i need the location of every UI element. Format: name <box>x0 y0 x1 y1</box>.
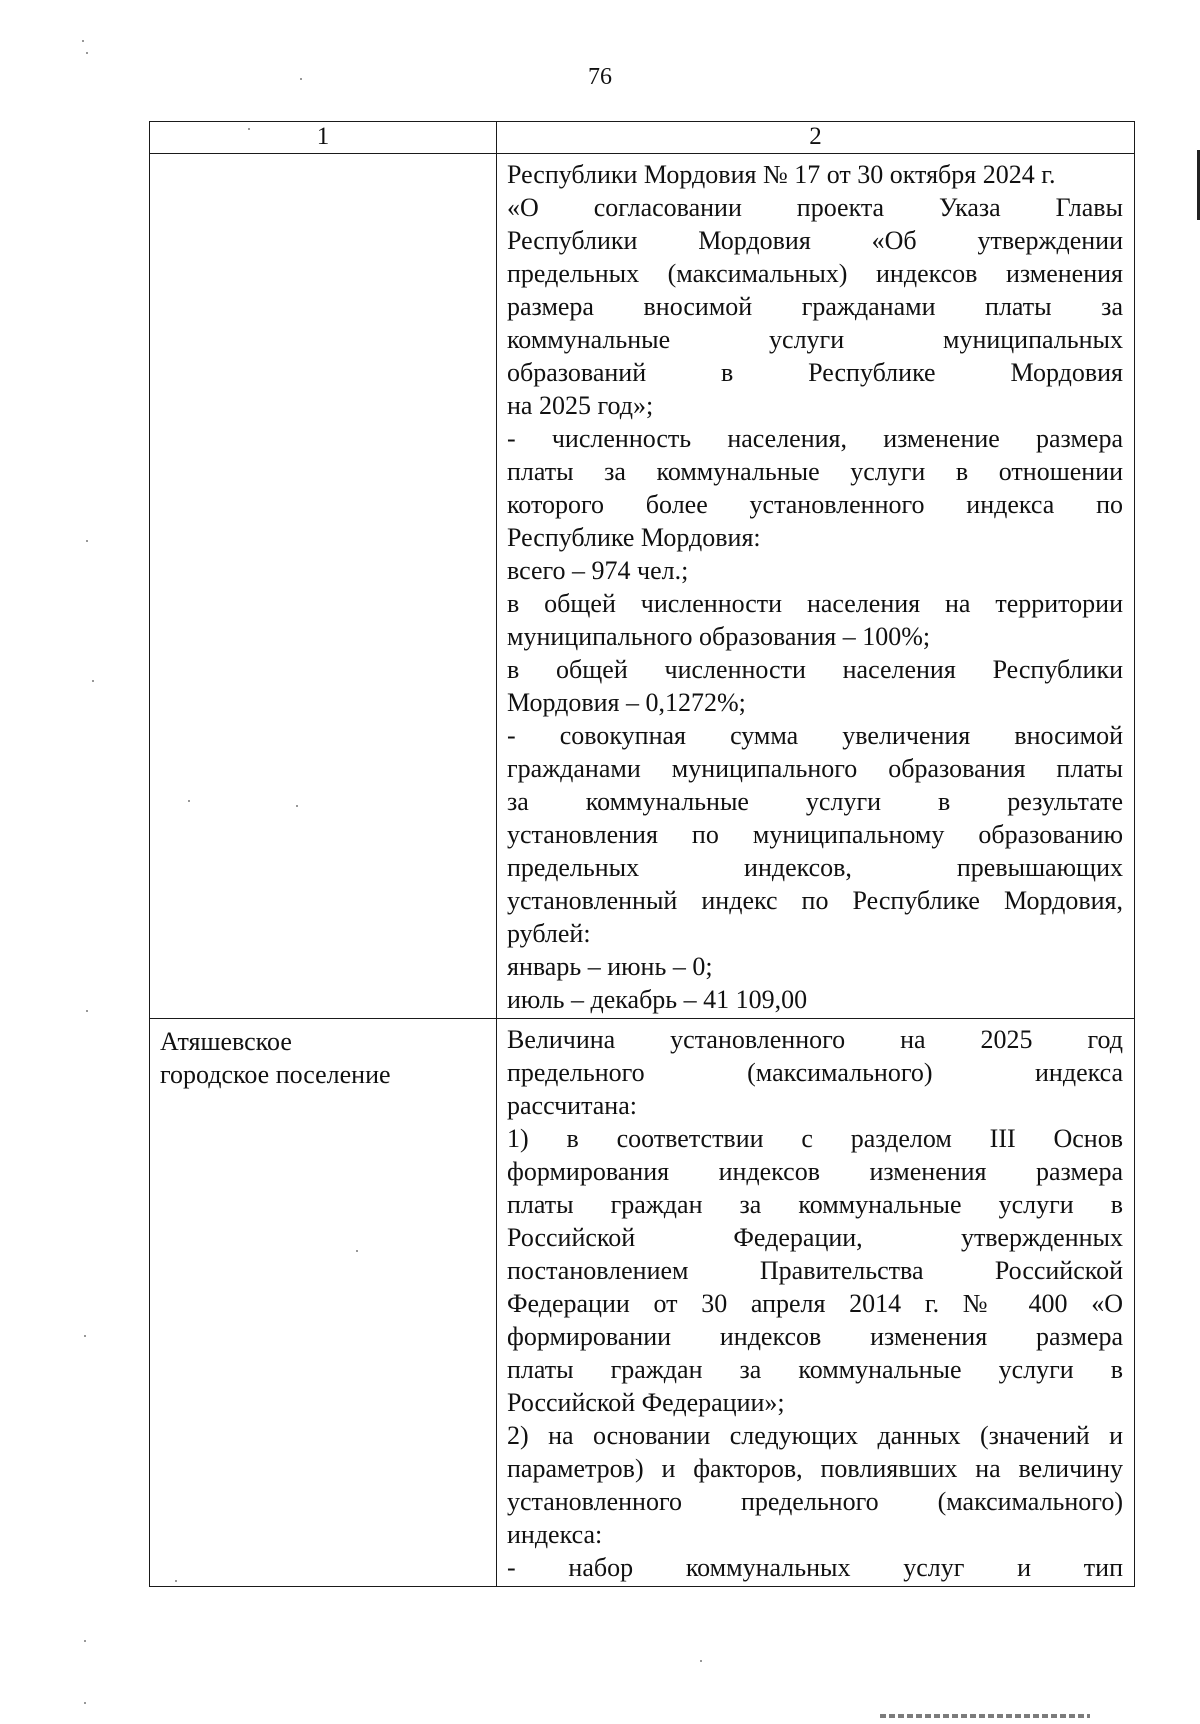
row2-description-cell <box>497 1019 1135 1587</box>
text-line: которого более установленного индекса по <box>507 490 1123 519</box>
text-line: Мордовия – 0,1272%; <box>507 688 746 717</box>
scan-speck <box>92 680 94 682</box>
text-line: январь – июнь – 0; <box>507 952 713 981</box>
text-line: Республики Мордовия «Об утверждении <box>507 226 1123 255</box>
scan-speck <box>700 1660 702 1662</box>
scan-speck <box>82 40 84 42</box>
text-line: платы граждан за коммунальные услуги в <box>507 1355 1123 1384</box>
text-line: предельных (максимальных) индексов изменения <box>507 259 1123 288</box>
table-row <box>150 154 1135 1019</box>
header-col-2: 2 <box>497 122 1135 154</box>
text-line: установленного предельного (максимального) <box>507 1487 1123 1516</box>
scan-speck <box>175 1580 177 1582</box>
scan-speck <box>86 1010 88 1012</box>
text-line: платы граждан за коммунальные услуги в <box>507 1190 1123 1219</box>
text-line: постановлением Правительства Российской <box>507 1256 1123 1285</box>
text-line: индекса: <box>507 1520 603 1549</box>
text-line: «О согласовании проекта Указа Главы <box>507 193 1123 222</box>
text-line: 1) в соответствии с разделом III Основ <box>507 1124 1123 1153</box>
table-header-row <box>150 122 1135 154</box>
scan-speck <box>248 128 250 130</box>
text-line: коммунальные услуги муниципальных <box>507 325 1123 354</box>
text-line: Федерации от 30 апреля 2014 г. № 400 «О <box>507 1289 1123 1318</box>
scan-bottom-smudge <box>880 1714 1090 1718</box>
scan-speck <box>356 1250 358 1252</box>
text-line: Величина установленного на 2025 год <box>507 1025 1123 1054</box>
text-line: всего – 974 чел.; <box>507 556 689 585</box>
text-line: за коммунальные услуги в результате <box>507 787 1123 816</box>
text-line: в общей численности населения Республики <box>507 655 1123 684</box>
scan-speck <box>84 1702 86 1704</box>
table-row <box>150 1019 1135 1587</box>
text-line: Российской Федерации, утвержденных <box>507 1223 1123 1252</box>
text-line: рассчитана: <box>507 1091 637 1120</box>
row1-description-cell <box>497 154 1135 1019</box>
row2-municipality-cell <box>150 1019 497 1587</box>
scan-speck <box>188 800 190 802</box>
scan-speck <box>300 78 302 80</box>
scan-speck <box>86 540 88 542</box>
scan-speck <box>84 1335 86 1337</box>
scan-speck <box>86 52 88 54</box>
document-table <box>149 121 1135 1587</box>
text-line: Атяшевское <box>160 1027 292 1056</box>
text-line: Республике Мордовия: <box>507 523 761 552</box>
text-line: предельных индексов, превышающих <box>507 853 1123 882</box>
text-line: Республики Мордовия № 17 от 30 октября 2024 г. <box>507 160 1056 189</box>
text-line: - совокупная сумма увеличения вносимой <box>507 721 1123 750</box>
text-line: формировании индексов изменения размера <box>507 1322 1123 1351</box>
scan-speck <box>296 805 298 807</box>
text-line: в общей численности населения на территории <box>507 589 1123 618</box>
scan-speck <box>84 1640 86 1642</box>
text-line: установленный индекс по Республике Мордовия, <box>507 886 1123 915</box>
text-line: установления по муниципальному образованию <box>507 820 1123 849</box>
text-line: платы за коммунальные услуги в отношении <box>507 457 1123 486</box>
text-line: - набор коммунальных услуг и тип <box>507 1553 1123 1582</box>
text-line: предельного (максимального) индекса <box>507 1058 1123 1087</box>
text-line: Российской Федерации»; <box>507 1388 785 1417</box>
text-line: 2) на основании следующих данных (значений и <box>507 1421 1123 1450</box>
text-line: на 2025 год»; <box>507 391 654 420</box>
text-line: июль – декабрь – 41 109,00 <box>507 985 808 1014</box>
text-line: городское поселение <box>160 1060 391 1089</box>
row1-municipality-cell <box>150 154 497 1019</box>
text-line: формирования индексов изменения размера <box>507 1157 1123 1186</box>
text-line: муниципального образования – 100%; <box>507 622 931 651</box>
page-number: 76 <box>588 64 612 90</box>
text-line: - численность населения, изменение размера <box>507 424 1123 453</box>
text-line: гражданами муниципального образования платы <box>507 754 1123 783</box>
text-line: размера вносимой гражданами платы за <box>507 292 1123 321</box>
text-line: параметров) и факторов, повлиявших на величину <box>507 1454 1123 1483</box>
text-line: образований в Республике Мордовия <box>507 358 1123 387</box>
header-col-1: 1 <box>150 122 497 154</box>
text-line: рублей: <box>507 919 591 948</box>
